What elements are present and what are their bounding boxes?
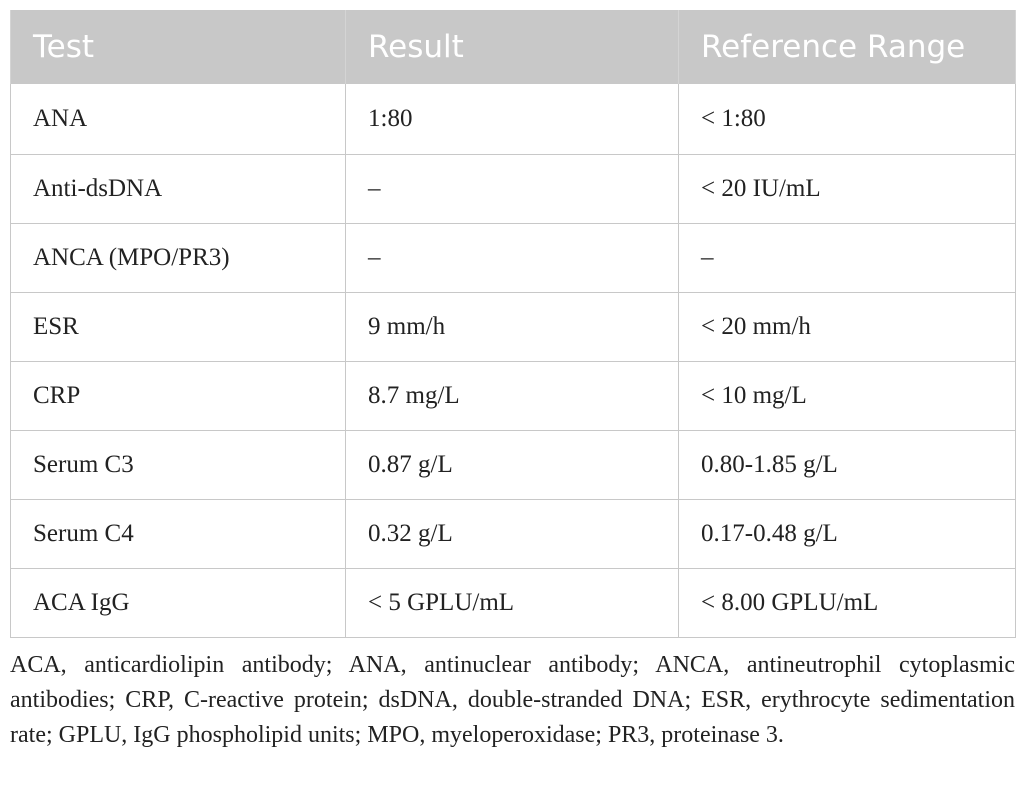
cell-reference-range: < 20 mm/h (679, 293, 1016, 362)
cell-result: 9 mm/h (346, 293, 679, 362)
table-row (11, 84, 1016, 155)
cell-test: ANCA (MPO/PR3) (11, 224, 346, 293)
cell-result: 1:80 (346, 84, 679, 155)
table-row (11, 569, 1016, 638)
header-reference-range: Reference Range (679, 10, 1016, 84)
cell-test: ESR (11, 293, 346, 362)
cell-result: 0.32 g/L (346, 500, 679, 569)
cell-reference-range: < 8.00 GPLU/mL (679, 569, 1016, 638)
cell-reference-range: < 10 mg/L (679, 362, 1016, 431)
cell-reference-range: 0.17-0.48 g/L (679, 500, 1016, 569)
cell-test: ACA IgG (11, 569, 346, 638)
cell-reference-range: 0.80-1.85 g/L (679, 431, 1016, 500)
table-row (11, 293, 1016, 362)
cell-test: Anti-dsDNA (11, 155, 346, 224)
cell-result: < 5 GPLU/mL (346, 569, 679, 638)
table-row (11, 155, 1016, 224)
header-test: Test (11, 10, 346, 84)
table-row (11, 500, 1016, 569)
cell-reference-range: < 20 IU/mL (679, 155, 1016, 224)
cell-test: Serum C4 (11, 500, 346, 569)
cell-reference-range: – (679, 224, 1016, 293)
cell-test: ANA (11, 84, 346, 155)
cell-test: Serum C3 (11, 431, 346, 500)
lab-results-table-container (10, 10, 1015, 638)
table-row (11, 224, 1016, 293)
table-row (11, 362, 1016, 431)
cell-result: – (346, 224, 679, 293)
lab-results-table (10, 10, 1016, 638)
header-result: Result (346, 10, 679, 84)
cell-test: CRP (11, 362, 346, 431)
cell-result: 0.87 g/L (346, 431, 679, 500)
cell-result: 8.7 mg/L (346, 362, 679, 431)
cell-result: – (346, 155, 679, 224)
cell-reference-range: < 1:80 (679, 84, 1016, 155)
table-row (11, 431, 1016, 500)
table-header-row (11, 10, 1016, 84)
table-footnote: ACA, anticardiolipin antibody; ANA, antinuclear antibody; ANCA, antineutrophil cytoplasmic antibodies; CRP, C-reactive protein; dsDNA, double-stranded DNA; ESR, erythrocyte sedimentation rate; GPLU, IgG phospholipid units; MPO, myeloperoxidase; PR3, proteinase 3. (10, 652, 1015, 748)
